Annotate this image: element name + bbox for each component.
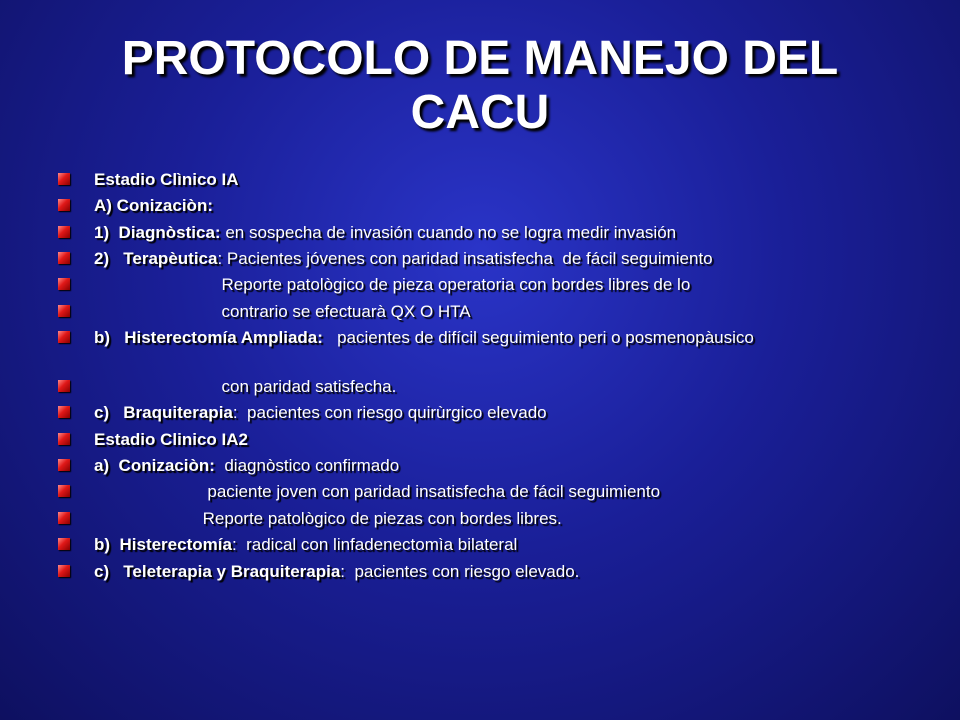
bullet-bold-text: 2) Terapèutica [94,249,218,268]
bullet-text [94,275,690,294]
bullet-item [58,170,934,189]
bullet-item [58,403,934,422]
bullet-marker-icon [58,433,70,445]
bullet-normal-text: Reporte patològico de piezas con bordes libres. [94,509,562,528]
bullet-item [58,456,934,475]
bullet-text [94,328,754,347]
bullet-normal-text: paciente joven con paridad insatisfecha de fácil seguimiento [94,482,661,501]
bullet-normal-text: con paridad satisfecha. [94,377,397,396]
bullet-normal-text: : Pacientes jóvenes con paridad insatisfecha de fácil seguimiento [217,249,713,268]
bullet-text [94,196,213,215]
bullet-normal-text: Reporte patològico de pieza operatoria con bordes libres de lo [94,275,691,294]
bullet-item [58,196,934,215]
bullet-text [94,403,547,422]
bullet-marker-icon [58,305,70,317]
bullet-text [94,302,471,321]
bullet-text [94,535,517,554]
bullet-normal-text: pacientes de difícil seguimiento peri o posmenopàusico [322,328,754,347]
bullet-bold-text: 1) Diagnòstica: [94,223,221,242]
bullet-bold-text: c) Teleterapia y Braquiterapia [94,562,341,581]
bullet-item [58,249,934,268]
slide-title [40,32,920,140]
bullet-item [58,328,934,347]
bullet-text [94,249,713,268]
bullet-text [94,482,660,501]
bullet-normal-text: : radical con linfadenectomìa bilateral [231,535,518,554]
bullet-bold-text: c) Braquiterapia [94,403,233,422]
bullet-marker-icon [58,512,70,524]
bullet-normal-text: contrario se efectuarà QX O HTA [94,302,471,321]
title-line-1: PROTOCOLO DE MANEJO DEL [121,32,839,85]
bullet-marker-icon [58,565,70,577]
bullet-marker-icon [58,485,70,497]
bullet-marker-icon [58,331,70,343]
bullet-marker-icon [58,199,70,211]
bullet-normal-text: en sospecha de invasión cuando no se logra medir invasión [220,223,677,242]
bullet-marker-icon [58,380,70,392]
bullet-item [58,509,934,528]
bullet-item [58,223,934,242]
bullet-marker-icon [58,459,70,471]
bullet-text [94,456,399,475]
bullet-text [94,430,248,449]
bullet-normal-text: : pacientes con riesgo elevado. [340,562,580,581]
bullet-item [58,482,934,501]
bullet-marker-icon [58,252,70,264]
bullet-text [94,223,676,242]
bullet-bold-text: a) Conizaciòn: [94,456,215,475]
bullet-marker-icon [58,173,70,185]
bullet-text [94,377,396,396]
bullet-marker-icon [58,406,70,418]
bullet-bold-text: b) Histerectomía Ampliada: [94,328,323,347]
bullet-item [58,302,934,321]
bullet-item [58,430,934,449]
bullet-bold-text: A) Conizaciòn: [94,196,213,215]
bullet-marker-icon [58,226,70,238]
bullet-text [94,562,579,581]
bullet-text [94,170,239,189]
title-line-2: CACU [410,86,550,139]
bullet-text [94,509,562,528]
bullet-marker-icon [58,278,70,290]
bullet-normal-text: diagnòstico confirmado [214,456,400,475]
bullet-item [58,275,934,294]
bullet-item [58,535,934,554]
bullet-item [58,377,934,396]
bullet-bold-text: Estadio Clìnico IA [94,170,239,189]
bullet-bold-text: Estadio Clinico IA2 [94,430,248,449]
bullet-bold-text: b) Histerectomía [94,535,232,554]
bullet-item [58,562,934,581]
bullet-marker-icon [58,538,70,550]
bullet-normal-text: : pacientes con riesgo quirùrgico elevado [232,403,547,422]
